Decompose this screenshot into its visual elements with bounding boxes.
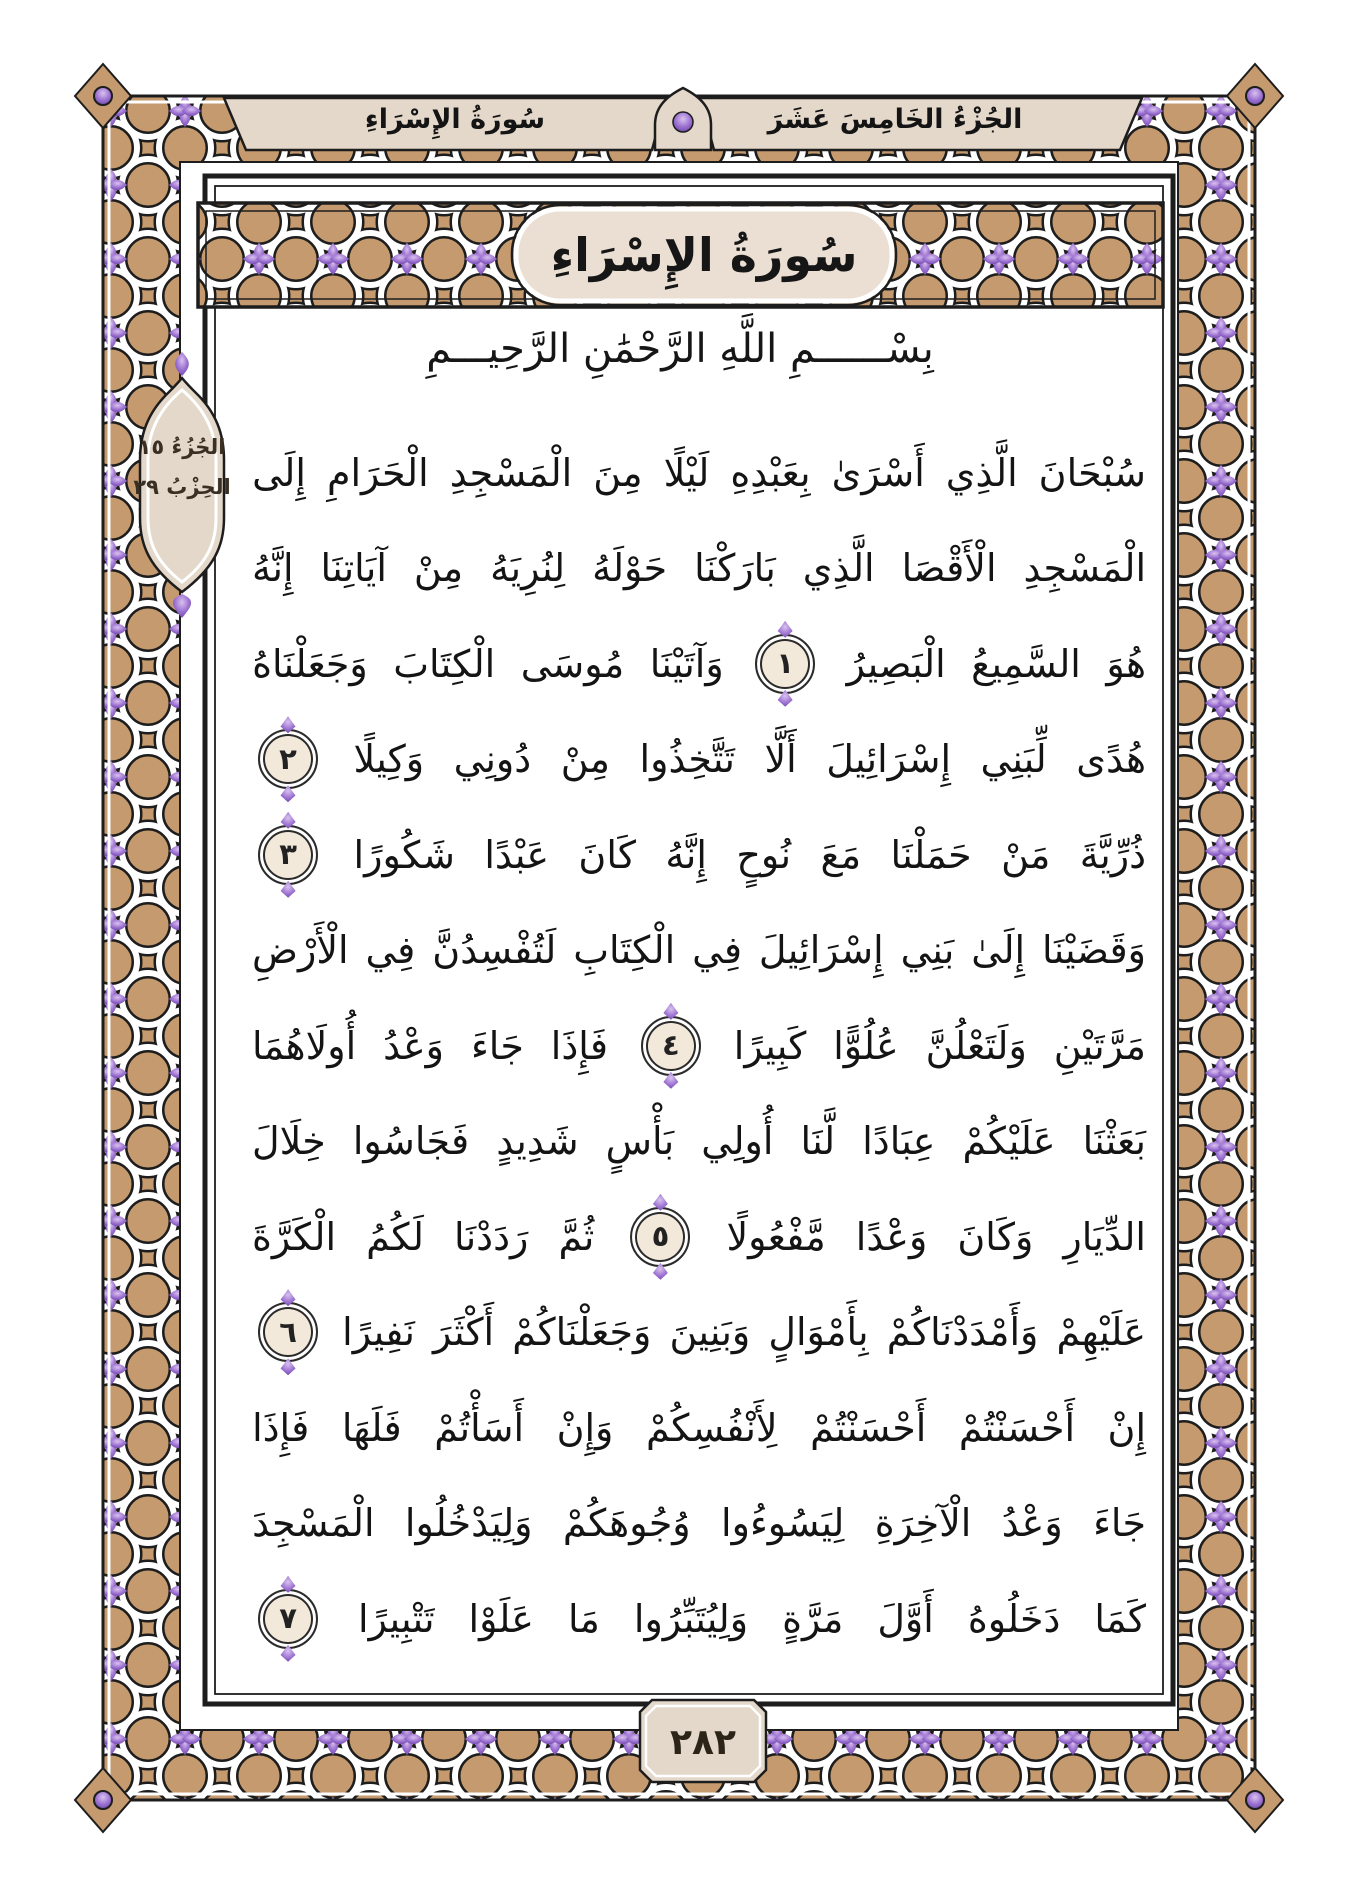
verse-word: جَاءَ	[470, 1023, 524, 1068]
verse-word: الدِّيَارِ	[1063, 1214, 1146, 1259]
verse-word: فَإِذَا	[252, 1405, 310, 1450]
verse-word: أَلَّا	[764, 737, 797, 782]
verse-word: حَمَلْنَا	[890, 832, 972, 877]
verse-number: ٣	[279, 837, 297, 872]
verse-word: فَلَهَا	[341, 1405, 402, 1450]
verse-word: الْمَسْجِدِ	[449, 450, 573, 495]
quran-line	[252, 616, 1146, 712]
quran-line	[252, 425, 1146, 521]
verse-number: ٦	[279, 1314, 297, 1349]
quran-line	[252, 1476, 1146, 1572]
verse-word: شَدِيدٍ	[496, 1119, 579, 1164]
quran-line	[252, 712, 1146, 808]
verse-word: عِبَادًا	[862, 1119, 936, 1164]
verse-word: أَسَأْتُمْ	[434, 1405, 525, 1450]
verse-word: بَارَكْنَا	[694, 546, 776, 591]
verse-word: أُولِي	[701, 1119, 774, 1164]
verse-word: إِلَىٰ	[971, 928, 1026, 973]
verse-word: إِلَى	[252, 450, 306, 495]
verse-word: الْآخِرَةِ	[874, 1501, 972, 1546]
verse-word: الْحَرَامِ	[326, 450, 429, 495]
verse-word: عَلَيْهِمْ	[1056, 1310, 1146, 1355]
verse-word: وَآتَيْنَا	[649, 641, 724, 686]
quran-line	[252, 521, 1146, 617]
verse-number: ٢	[279, 741, 297, 776]
quran-line	[252, 807, 1146, 903]
verse-word: وَلَتَعْلُنَّ	[925, 1023, 1027, 1068]
verse-word: وَكَانَ	[957, 1214, 1034, 1259]
verse-word: إِنْ	[1107, 1405, 1146, 1450]
verse-number: ٧	[279, 1601, 297, 1636]
verse-word: الَّذِي	[802, 546, 875, 591]
verse-word: عَلَوْا	[468, 1596, 534, 1641]
verse-end-marker	[258, 1302, 318, 1362]
verse-word: لِّبَنِي	[980, 737, 1047, 782]
verse-number: ١	[776, 646, 795, 681]
verse-word: تَتَّخِذُوا	[639, 737, 735, 782]
verse-end-marker	[258, 825, 318, 885]
verse-word: أُولَاهُمَا	[252, 1023, 357, 1068]
verse-word: فِي	[692, 928, 742, 973]
verse-word: هُدًى	[1076, 737, 1146, 782]
quran-line	[252, 1094, 1146, 1190]
verse-word: وَبَنِينَ	[669, 1310, 751, 1355]
verse-word: مَرَّةٍ	[782, 1596, 844, 1641]
verse-word: الَّذِي	[945, 450, 1018, 495]
verse-word: لَيْلًا	[663, 450, 710, 495]
verse-word: لِيَسُوءُوا	[721, 1501, 845, 1546]
verse-end-marker	[755, 634, 815, 694]
verse-word: عَلَيْكُمْ	[962, 1119, 1056, 1164]
verse-word: عُلُوًّا	[833, 1023, 899, 1068]
verse-word: بَأْسٍ	[605, 1119, 675, 1164]
verse-text-block	[252, 425, 1146, 1667]
verse-word: كَمَا	[1094, 1596, 1146, 1641]
quran-line	[252, 1571, 1146, 1667]
verse-word: الْمَسْجِدِ	[1023, 546, 1146, 591]
verse-word: فَإِذَا	[550, 1023, 608, 1068]
verse-word: كَبِيرًا	[733, 1023, 807, 1068]
quran-line	[252, 1380, 1146, 1476]
verse-word: إِسْرَائِيلَ	[758, 928, 884, 973]
verse-word: فِي	[365, 928, 416, 973]
verse-word: وَقَضَيْنَا	[1042, 928, 1146, 973]
verse-word: الْمَسْجِدَ	[252, 1501, 375, 1546]
verse-word: الْكِتَابِ	[573, 928, 676, 973]
verse-word: فَجَاسُوا	[352, 1119, 470, 1164]
verse-word: مِنْ	[413, 546, 464, 591]
verse-word: آيَاتِنَا	[320, 546, 387, 591]
verse-word: وَأَمْدَدْنَاكُمْ	[886, 1310, 1039, 1355]
verse-word: شَكُورًا	[353, 832, 455, 877]
verse-word: لَّنَا	[800, 1119, 836, 1164]
verse-word: حَوْلَهُ	[592, 546, 668, 591]
verse-word: لَتُفْسِدُنَّ	[432, 928, 557, 973]
verse-word: لِنُرِيَهُ	[490, 546, 566, 591]
verse-number: ٤	[662, 1028, 680, 1063]
verse-word: وَجَعَلْنَاكُمْ	[512, 1310, 652, 1355]
verse-word: وَعْدُ	[383, 1023, 445, 1068]
verse-word: إِنَّهُ	[252, 546, 294, 591]
verse-word: ذُرِّيَّةَ	[1079, 832, 1146, 877]
verse-word: مُوسَى	[520, 641, 625, 686]
hizb-label: الحِزْبُ ٢٩	[133, 474, 231, 499]
verse-word: وَلِيُتَبِّرُوا	[633, 1596, 749, 1641]
verse-end-marker	[258, 729, 318, 789]
verse-word: وَعْدُ	[1001, 1501, 1063, 1546]
quran-line	[252, 1189, 1146, 1285]
quran-line	[252, 903, 1146, 999]
verse-word: بِأَمْوَالٍ	[768, 1310, 869, 1355]
verse-word: إِنَّهُ	[665, 832, 707, 877]
verse-word: السَّمِيعُ	[971, 641, 1081, 686]
verse-word: هُوَ	[1106, 641, 1146, 686]
verse-word: لِأَنْفُسِكُمْ	[645, 1405, 778, 1450]
verse-word: بَعَثْنَا	[1082, 1119, 1146, 1164]
verse-end-marker	[258, 1589, 318, 1649]
verse-word: مَا	[567, 1596, 600, 1641]
quran-line	[252, 1285, 1146, 1381]
verse-word: نُوحٍ	[736, 832, 792, 877]
verse-word: أَكْثَرَ	[433, 1310, 495, 1355]
verse-word: أَحْسَنْتُمْ	[810, 1405, 927, 1450]
verse-word: الْكَرَّةَ	[252, 1214, 336, 1259]
verse-word: الْأَرْضِ	[252, 928, 349, 973]
verse-word: الْأَقْصَا	[901, 546, 997, 591]
verse-word: أَوَّلَ	[877, 1596, 934, 1641]
juz-hizb-marker	[132, 428, 232, 508]
verse-word: أَحْسَنْتُمْ	[958, 1405, 1075, 1450]
verse-word: بِعَبْدِهِ	[730, 450, 811, 495]
verse-word: نَفِيرًا	[342, 1310, 415, 1355]
verse-word: وَإِنْ	[556, 1405, 614, 1450]
verse-word: سُبْحَانَ	[1038, 450, 1146, 495]
verse-word: مَّفْعُولًا	[726, 1214, 826, 1259]
verse-word: أَسْرَىٰ	[831, 450, 925, 495]
verse-word: مَعَ	[820, 832, 862, 877]
verse-word: رَدَدْنَا	[454, 1214, 529, 1259]
verse-word: عَبْدًا	[484, 832, 549, 877]
verse-word: لَكُمُ	[366, 1214, 424, 1259]
surah-title-text: سُورَةُ الإِسْرَاءِ	[550, 228, 858, 282]
basmala-text: بِسْــــــمِ اللَّهِ الرَّحْمَٰنِ الرَّحِيـــمِ	[426, 326, 934, 372]
verse-word: مَرَّتَيْنِ	[1053, 1023, 1146, 1068]
verse-word: وُجُوهَكُمْ	[562, 1501, 691, 1546]
verse-word: ثُمَّ	[558, 1214, 595, 1259]
verse-word: وَكِيلًا	[353, 737, 425, 782]
verse-word: إِسْرَائِيلَ	[826, 737, 952, 782]
verse-word: مِنَ	[593, 450, 643, 495]
verse-word: وَعْدًا	[855, 1214, 928, 1259]
verse-word: جَاءَ	[1093, 1501, 1146, 1546]
verse-word: بَنِي	[900, 928, 955, 973]
juz-label: الجُزُءُ ١٥	[138, 435, 226, 459]
verse-end-marker	[641, 1016, 701, 1076]
verse-end-marker	[630, 1207, 690, 1267]
verse-word: دُونِي	[453, 737, 532, 782]
header-juz-label: الجُزْءُ الخَامِسَ عَشَرَ	[767, 104, 1023, 135]
verse-word: الْبَصِيرُ	[846, 641, 946, 686]
verse-word: كَانَ	[578, 832, 636, 877]
verse-word: مِنْ	[560, 737, 610, 782]
quran-line	[252, 998, 1146, 1094]
page-number: ٢٨٢	[670, 1722, 736, 1763]
verse-word: خِلَالَ	[252, 1119, 326, 1164]
verse-word: دَخَلُوهُ	[967, 1596, 1061, 1641]
verse-word: تَتْبِيرًا	[358, 1596, 435, 1641]
verse-word: الْكِتَابَ	[393, 641, 496, 686]
header-surah-label: سُورَةُ الإِسْرَاءِ	[364, 104, 546, 135]
verse-word: وَجَعَلْنَاهُ	[252, 641, 368, 686]
verse-word: مَنْ	[1001, 832, 1051, 877]
verse-word: وَلِيَدْخُلُوا	[404, 1501, 533, 1546]
verse-number: ٥	[651, 1219, 670, 1254]
